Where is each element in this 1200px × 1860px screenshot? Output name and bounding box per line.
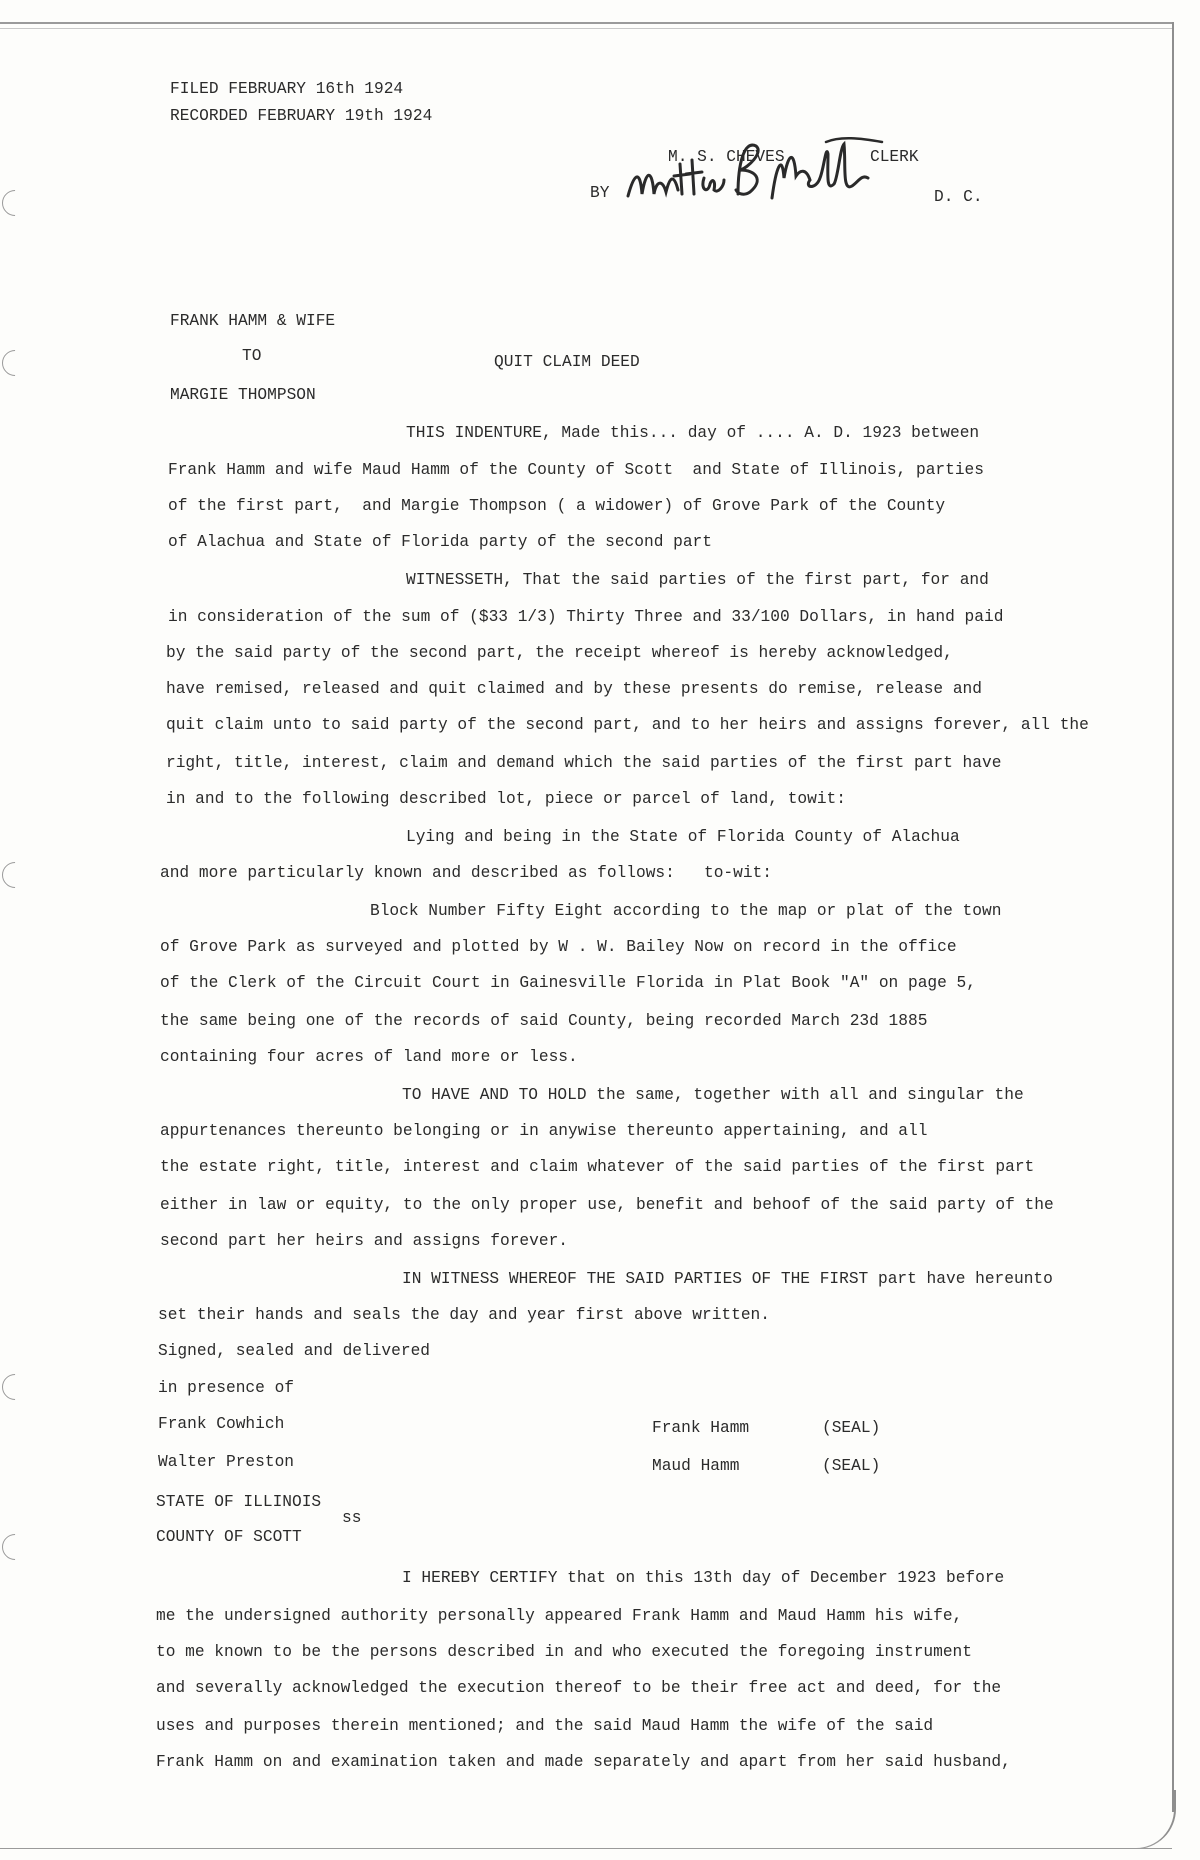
certificate-line: Frank Hamm on and examination taken and made separately and apart from her said husband, — [156, 1753, 1011, 1771]
page-top-edge — [0, 22, 1172, 24]
body-line: in consideration of the sum of ($33 1/3) Thirty Three and 33/100 Dollars, in hand paid — [168, 608, 1004, 626]
body-line: in presence of — [158, 1379, 294, 1397]
body-line: have remised, released and quit claimed and by these presents do remise, release and — [166, 680, 982, 698]
body-line: the same being one of the records of said County, being recorded March 23d 1885 — [160, 1012, 928, 1030]
body-line: of Grove Park as surveyed and plotted by W . W. Bailey Now on record in the office — [160, 938, 957, 956]
signer-name: Maud Hamm — [652, 1457, 740, 1475]
body-line: either in law or equity, to the only proper use, benefit and behoof of the said party of the — [160, 1196, 1054, 1214]
venue-state: STATE OF ILLINOIS — [156, 1493, 322, 1511]
certificate-line: to me known to be the persons described in and who executed the foregoing instrument — [156, 1643, 972, 1661]
body-line: the estate right, title, interest and claim whatever of the said parties of the first part — [160, 1158, 1035, 1176]
certificate-line: uses and purposes therein mentioned; and the said Maud Hamm the wife of the said — [156, 1717, 934, 1735]
certificate-line: I HEREBY CERTIFY that on this 13th day of December 1923 before — [402, 1569, 1005, 1587]
body-line: WITNESSETH, That the said parties of the first part, for and — [406, 571, 989, 589]
body-line: set their hands and seals the day and year first above written. — [158, 1306, 770, 1324]
body-line: Lying and being in the State of Florida County of Alachua — [406, 828, 960, 846]
body-line: THIS INDENTURE, Made this... day of .... A. D. 1923 between — [406, 424, 980, 442]
grantee-heading: MARGIE THOMPSON — [170, 386, 316, 404]
punch-hole-mark — [0, 345, 33, 382]
body-line: quit claim unto to said party of the second part, and to her heirs and assigns forever, all the — [166, 716, 1089, 734]
body-line: appurtenances thereunto belonging or in anywise thereunto appertaining, and all — [160, 1122, 928, 1140]
witness-name: Frank Cowhich — [158, 1415, 285, 1433]
body-line: Block Number Fifty Eight according to the map or plat of the town — [370, 902, 1002, 920]
body-line: in and to the following described lot, piece or parcel of land, towit: — [166, 790, 846, 808]
body-line: Signed, sealed and delivered — [158, 1342, 430, 1360]
body-line: by the said party of the second part, the receipt whereof is hereby acknowledged, — [166, 644, 953, 662]
by-label: BY — [590, 184, 610, 202]
body-line: of Alachua and State of Florida party of the second part — [168, 533, 712, 551]
signer-name: Frank Hamm — [652, 1419, 750, 1437]
venue-ss: ss — [342, 1509, 362, 1527]
punch-hole-mark — [0, 185, 33, 222]
clerk-signature — [620, 134, 920, 214]
deed-type-heading: QUIT CLAIM DEED — [494, 353, 640, 371]
page-top-edge-inner — [0, 28, 1172, 29]
body-line: second part her heirs and assigns forever. — [160, 1232, 568, 1250]
body-line: of the Clerk of the Circuit Court in Gainesville Florida in Plat Book "A" on page 5, — [160, 974, 976, 992]
seal-mark: (SEAL) — [822, 1457, 881, 1475]
clerk-title: CLERK — [870, 148, 919, 166]
handwritten-signature-icon — [620, 134, 920, 214]
clerk-name: M. S. CHEVES — [668, 148, 785, 166]
certificate-line: and severally acknowledged the execution thereof to be their free act and deed, for the — [156, 1679, 1002, 1697]
body-line: containing four acres of land more or less. — [160, 1048, 578, 1066]
grantor-heading: FRANK HAMM & WIFE — [170, 312, 336, 330]
punch-hole-mark — [0, 857, 33, 894]
body-line: right, title, interest, claim and demand which the said parties of the first part have — [166, 754, 1002, 772]
recorded-date: RECORDED FEBRUARY 19th 1924 — [170, 107, 433, 125]
venue-county: COUNTY OF SCOTT — [156, 1528, 302, 1546]
page-right-edge — [1172, 22, 1174, 1812]
seal-mark: (SEAL) — [822, 1419, 881, 1437]
witness-name: Walter Preston — [158, 1453, 294, 1471]
body-line: of the first part, and Margie Thompson ( a widower) of Grove Park of the County — [168, 497, 946, 515]
punch-hole-mark — [0, 1529, 33, 1566]
body-line: TO HAVE AND TO HOLD the same, together with all and singular the — [402, 1086, 1024, 1104]
body-line: Frank Hamm and wife Maud Hamm of the County of Scott and State of Illinois, parties — [168, 461, 984, 479]
dc-label: D. C. — [934, 188, 983, 206]
page-curled-corner — [1130, 1790, 1176, 1849]
filed-date: FILED FEBRUARY 16th 1924 — [170, 80, 404, 98]
body-line: and more particularly known and described as follows: to-wit: — [160, 864, 772, 882]
page-bottom-edge — [0, 1848, 1172, 1849]
body-line: IN WITNESS WHEREOF THE SAID PARTIES OF THE FIRST part have hereunto — [402, 1270, 1053, 1288]
certificate-line: me the undersigned authority personally appeared Frank Hamm and Maud Hamm his wife, — [156, 1607, 963, 1625]
punch-hole-mark — [0, 1369, 33, 1406]
to-heading: TO — [242, 347, 262, 365]
